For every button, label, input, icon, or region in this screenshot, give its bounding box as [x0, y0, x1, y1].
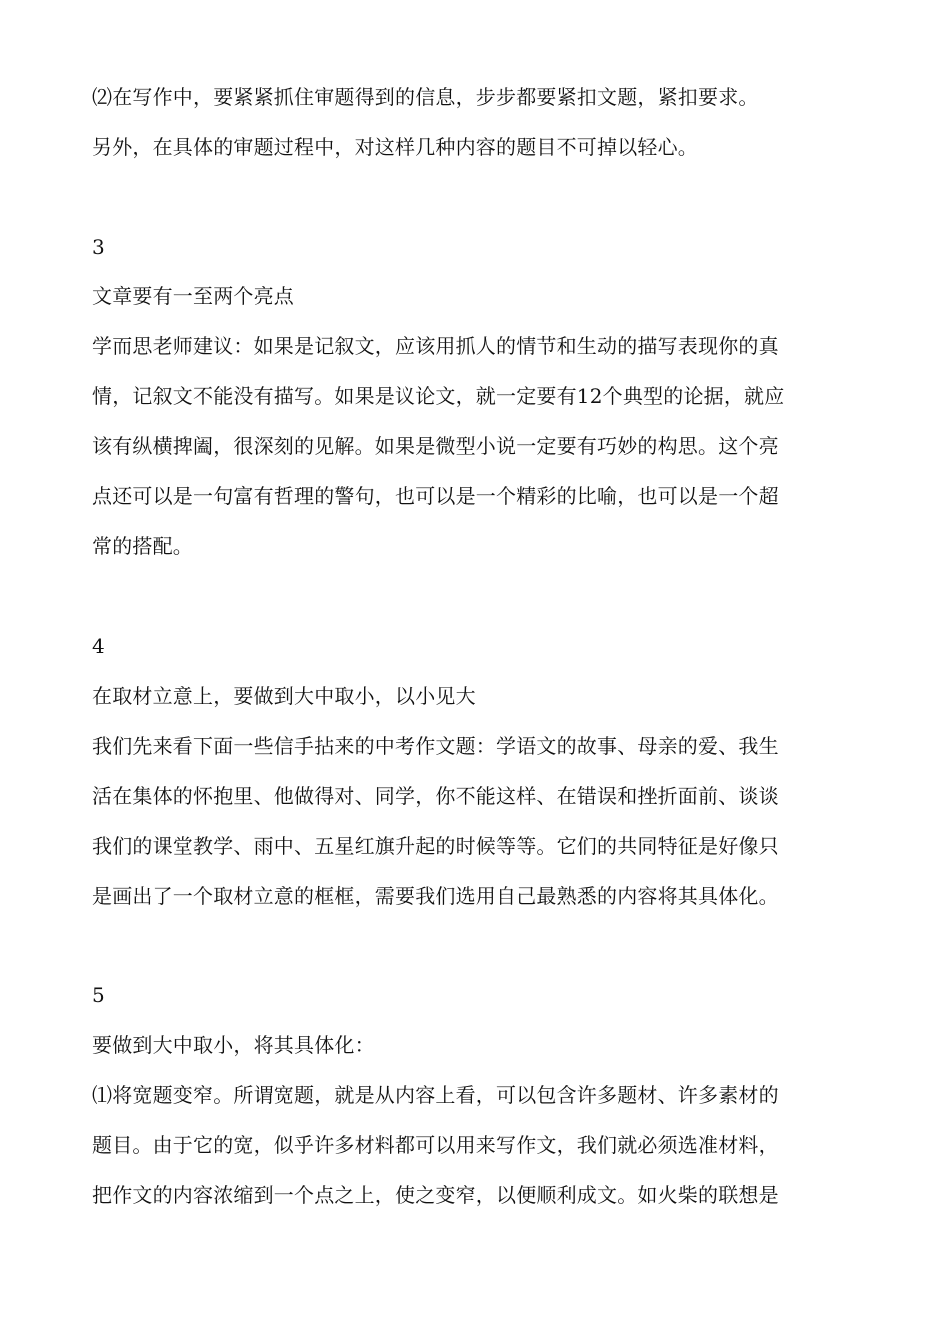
- section-number: 5: [92, 983, 105, 1007]
- paragraph-line: 活在集体的怀抱里、他做得对、同学，你不能这样、在错误和挫折面前、谈谈: [92, 784, 779, 808]
- paragraph-line: 是画出了一个取材立意的框框，需要我们选用自己最熟悉的内容将其具体化。: [92, 884, 779, 908]
- paragraph-line: 我们先来看下面一些信手拈来的中考作文题：学语文的故事、母亲的爱、我生: [92, 734, 779, 758]
- section-heading: 文章要有一至两个亮点: [92, 284, 294, 308]
- paragraph-line: 学而思老师建议：如果是记叙文，应该用抓人的情节和生动的描写表现你的真: [92, 334, 779, 358]
- paragraph-line: 常的搭配。: [92, 534, 193, 558]
- section-number: 4: [92, 634, 105, 658]
- section-heading: 在取材立意上，要做到大中取小，以小见大: [92, 684, 476, 708]
- paragraph-line: ⑵在写作中，要紧紧抓住审题得到的信息，步步都要紧扣文题，紧扣要求。: [92, 85, 759, 109]
- section-number: 3: [92, 235, 105, 259]
- paragraph-line: ⑴将宽题变窄。所谓宽题，就是从内容上看，可以包含许多题材、许多素材的: [92, 1083, 779, 1107]
- section-heading: 要做到大中取小，将其具体化：: [92, 1033, 375, 1057]
- paragraph-line: 点还可以是一句富有哲理的警句，也可以是一个精彩的比喻，也可以是一个超: [92, 484, 779, 508]
- paragraph-line: 另外，在具体的审题过程中，对这样几种内容的题目不可掉以轻心。: [92, 135, 698, 159]
- paragraph-line: 我们的课堂教学、雨中、五星红旗升起的时候等等。它们的共同特征是好像只: [92, 834, 779, 858]
- paragraph-line: 把作文的内容浓缩到一个点之上，使之变窄，以便顺利成文。如火柴的联想是: [92, 1183, 779, 1207]
- paragraph-line: 该有纵横捭阖，很深刻的见解。如果是微型小说一定要有巧妙的构思。这个亮: [92, 434, 779, 458]
- paragraph-line: 情，记叙文不能没有描写。如果是议论文，就一定要有12个典型的论据，就应: [92, 384, 785, 408]
- paragraph-line: 题目。由于它的宽，似乎许多材料都可以用来写作文，我们就必须选准材料，: [92, 1133, 779, 1157]
